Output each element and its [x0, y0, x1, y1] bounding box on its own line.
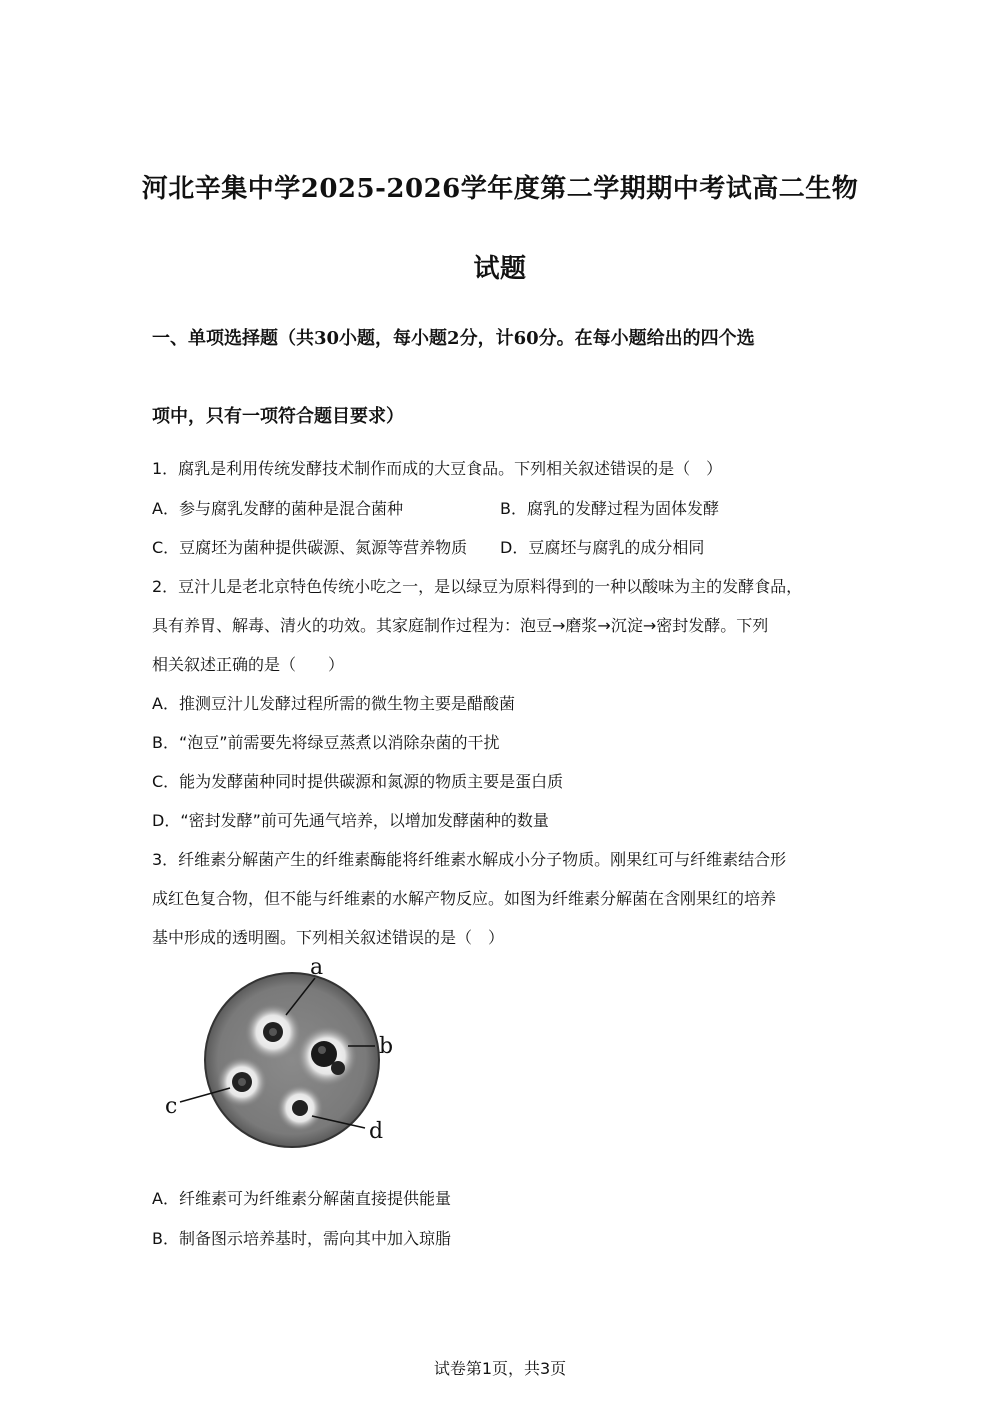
figure-label-d: d — [369, 1119, 384, 1144]
q2-stem-line-3: 相关叙述正确的是（ ） — [152, 655, 345, 674]
q2-stem-line-2: 具有养胃、解毒、清火的功效。其家庭制作过程为：泡豆→磨浆→沉淀→密封发酵。下列 — [152, 616, 769, 635]
figure-label-a: a — [310, 955, 324, 980]
q2-option-c: C．能为发酵菌种同时提供碳源和氮源的物质主要是蛋白质 — [152, 772, 564, 791]
q2-option-a: A．推测豆汁儿发酵过程所需的微生物主要是醋酸菌 — [152, 694, 515, 713]
q3-stem-line-1: 3．纤维素分解菌产生的纤维素酶能将纤维素水解成小分子物质。刚果红可与纤维素结合形 — [152, 850, 787, 869]
q3-option-a: A．纤维素可为纤维素分解菌直接提供能量 — [152, 1189, 451, 1208]
q1-option-c: C．豆腐坯为菌种提供碳源、氮源等营养物质 — [152, 538, 468, 557]
page-footer: 试卷第1页，共3页 — [433, 1359, 567, 1378]
section-heading-line-1: 一、单项选择题（共30小题，每小题2分，计60分。在每小题给出的四个选 — [152, 328, 755, 349]
q3-option-b: B．制备图示培养基时，需向其中加入琼脂 — [152, 1229, 451, 1248]
colony-d — [292, 1100, 308, 1116]
figure-label-c: c — [165, 1094, 178, 1119]
q1-option-a: A．参与腐乳发酵的菌种是混合菌种 — [152, 499, 403, 518]
title-line-2: 试题 — [473, 254, 527, 284]
q2-stem-line-1: 2．豆汁儿是老北京特色传统小吃之一，是以绿豆为原料得到的一种以酸味为主的发酵食品， — [152, 577, 803, 596]
section-heading-line-2: 项中，只有一项符合题目要求） — [152, 406, 404, 427]
q2-option-d: D．“密封发酵”前可先通气培养，以增加发酵菌种的数量 — [152, 811, 549, 830]
q2-option-b: B．“泡豆”前需要先将绿豆蒸煮以消除杂菌的干扰 — [152, 733, 500, 752]
petri-dish-figure — [160, 950, 410, 1150]
q3-stem-line-2: 成红色复合物，但不能与纤维素的水解产物反应。如图为纤维素分解菌在含刚果红的培养 — [152, 889, 777, 908]
q1-option-b: B．腐乳的发酵过程为固体发酵 — [500, 499, 719, 518]
figure-label-b: b — [379, 1034, 394, 1059]
q1-option-d: D．豆腐坯与腐乳的成分相同 — [500, 538, 705, 557]
q3-stem-line-3: 基中形成的透明圈。下列相关叙述错误的是（ ） — [152, 928, 505, 947]
q1-stem: 1．腐乳是利用传统发酵技术制作而成的大豆食品。下列相关叙述错误的是（ ） — [152, 459, 723, 478]
title-line-1: 河北辛集中学2025-2026学年度第二学期期中考试高二生物 — [141, 174, 859, 204]
